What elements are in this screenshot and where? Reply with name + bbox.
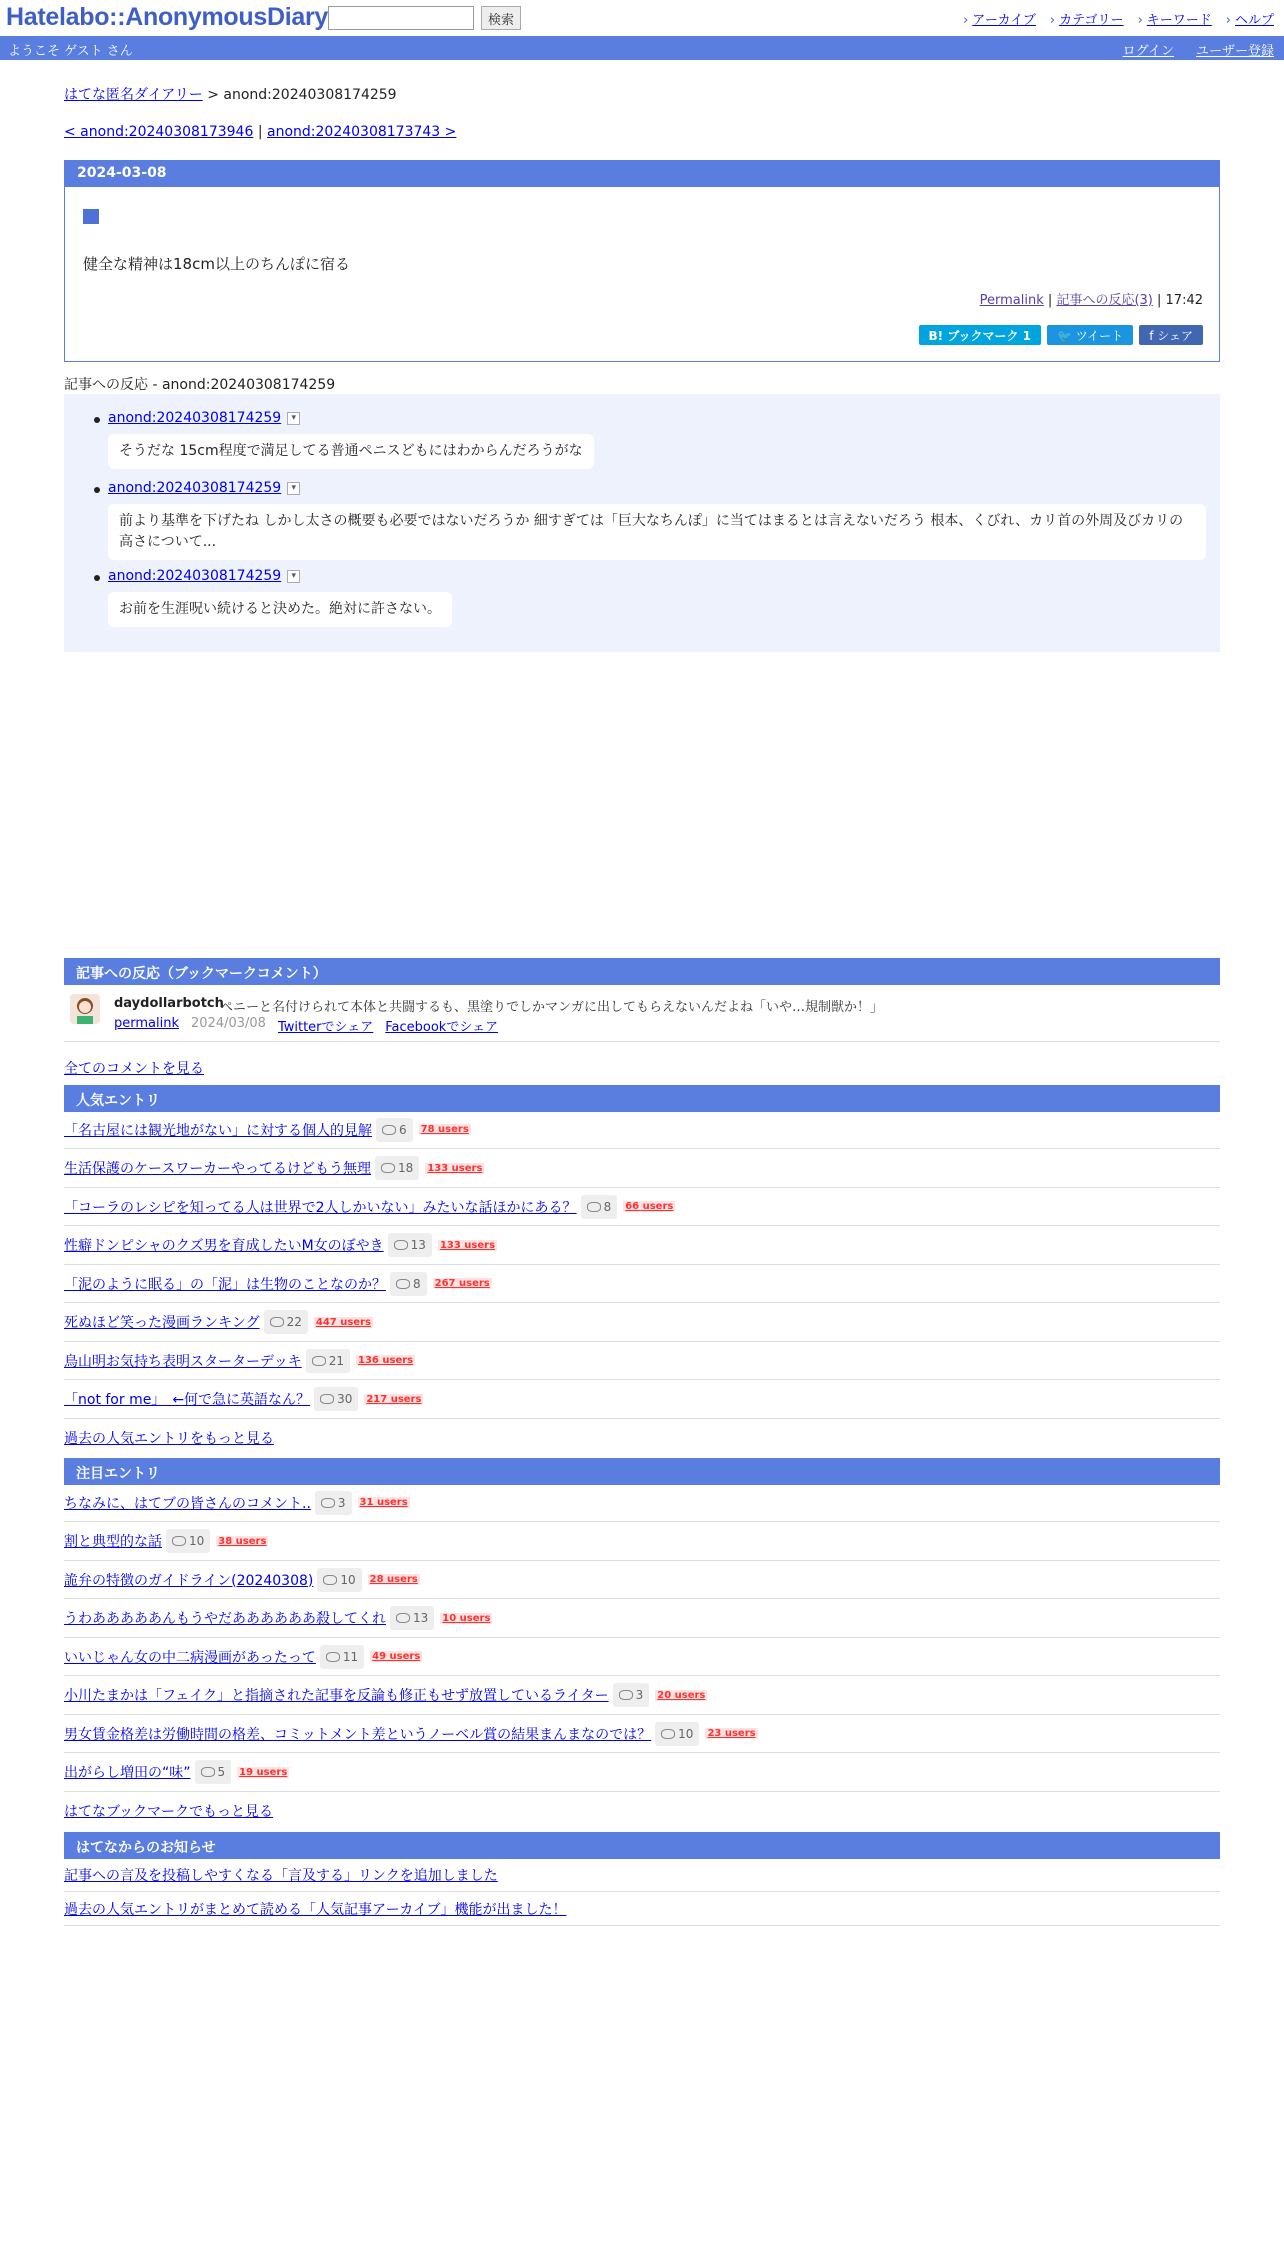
next-entry-link[interactable]: anond:20240308173743 > [267, 124, 457, 140]
article-meta [980, 289, 1203, 308]
bookmark-users-badge[interactable]: 66 users [625, 1201, 674, 1212]
entry-title-link[interactable]: 詭弁の特徴のガイドライン(20240308) [64, 1572, 314, 1589]
bookmark-comment-text: ペニーと名付けられて本体と共闘するも、黒塗りでしかマンガに出してもらえないんだよね「いや…規制獣か！」 [220, 1000, 884, 1015]
notable-more-link[interactable]: はてなブックマークでもっと見る [64, 1804, 274, 1820]
entry-row [64, 1381, 1220, 1419]
entry-row [64, 1638, 1220, 1676]
reaction-excerpt: 前より基準を下げたね しかし太さの概要も必要ではないだろうか 細すぎては「巨大なちんぽ」に当てはまるとは言えないだろう 根本、くびれ、カリ首の外周及びカリの高さについて... [108, 504, 1206, 560]
facebook-label: シェア [1157, 329, 1193, 343]
entry-title-link[interactable]: 割と典型的な話 [64, 1534, 162, 1550]
chevron-down-icon[interactable]: ▾ [287, 570, 300, 583]
comment-count-value: 13 [413, 1611, 429, 1625]
search-button[interactable]: 検索 [481, 6, 521, 30]
chevron-down-icon[interactable]: ▾ [287, 482, 300, 495]
notice-item [64, 1858, 1220, 1892]
meta-sep: | [1157, 293, 1162, 308]
comment-icon [619, 1690, 633, 1700]
facebook-icon: f [1149, 329, 1158, 343]
reaction-excerpt: お前を生涯呪い続けると決めた。絶対に許さない。 [108, 592, 452, 627]
bookmark-meta [114, 1016, 498, 1035]
entry-row [64, 1561, 1220, 1599]
entry-title-link[interactable]: ちなみに、はてブの皆さんのコメント.. [64, 1495, 311, 1512]
top-bar [0, 0, 1284, 36]
entry-title-link[interactable]: 出がらし増田の“味” [64, 1765, 191, 1781]
comment-count-value: 10 [189, 1534, 205, 1548]
reaction-item [108, 480, 300, 496]
entry-row [64, 1715, 1220, 1753]
entry-title-link[interactable]: 鳥山明お気持ち表明スターターデッキ [64, 1353, 302, 1370]
breadcrumb-sep: > [207, 87, 219, 103]
comment-icon [312, 1356, 326, 1366]
article-time: 17:42 [1165, 293, 1203, 308]
breadcrumb-home[interactable]: はてな匿名ダイアリー [64, 87, 203, 103]
comment-icon [587, 1202, 601, 1212]
prev-entry-link[interactable]: < anond:20240308173946 [64, 124, 254, 140]
comment-count[interactable] [166, 1529, 210, 1553]
entry-title-link[interactable]: 「not for me」 ←何で急に英語なん？ [64, 1392, 311, 1408]
comment-count-value: 30 [337, 1392, 353, 1406]
comment-count[interactable] [390, 1272, 427, 1296]
entry-title-link[interactable]: 「コーラのレシピを知ってる人は世界で2人しかいない」みたいな話ほかにある？ [64, 1199, 577, 1216]
entry-title-link[interactable]: 小川たまかは「フェイク」と指摘された記事を反論も修正もせず放置しているライター [64, 1688, 609, 1704]
comment-count-value: 8 [413, 1276, 421, 1291]
all-comments-link[interactable]: 全てのコメントを見る [64, 1061, 204, 1077]
article-date: 2024-03-08 [65, 161, 1219, 187]
search-input[interactable] [328, 6, 474, 30]
comment-count[interactable] [613, 1683, 650, 1707]
bullet [94, 575, 100, 581]
bookmark-users-badge[interactable]: 49 users [372, 1651, 421, 1662]
comment-count[interactable] [306, 1349, 350, 1373]
comment-icon [382, 1125, 396, 1135]
comment-count-value: 3 [635, 1688, 644, 1702]
comment-count[interactable] [317, 1568, 361, 1592]
entry-row [64, 1754, 1220, 1792]
entry-row [64, 1523, 1220, 1561]
bookmark-users-badge[interactable]: 31 users [359, 1497, 408, 1508]
comment-icon [270, 1317, 284, 1327]
entry-title-link[interactable]: いいじゃん女の中二病漫画があったって [64, 1649, 316, 1666]
comment-icon [326, 1652, 340, 1662]
entry-title-link[interactable]: 性癖ドンピシャのクズ男を育成したいM女のぼやき [64, 1238, 384, 1254]
bookmark-user[interactable]: daydollarbotch [114, 996, 224, 1011]
comment-count[interactable] [195, 1760, 232, 1784]
breadcrumb [64, 84, 397, 104]
entry-row [64, 1304, 1220, 1342]
comment-icon [320, 1394, 334, 1404]
reaction-item [108, 410, 300, 426]
entry-title-link[interactable]: 男女賃金格差は労働時間の格差、コミットメント差というノーベル賞の結果まんまなのでは？ [64, 1726, 652, 1743]
reaction-item [108, 568, 300, 584]
entry-title-link[interactable]: 死ぬほど笑った漫画ランキング [64, 1315, 260, 1331]
share-buttons [919, 325, 1203, 345]
comment-count[interactable] [314, 1387, 358, 1411]
article-body: 健全な精神は18cm以上のちんぽに宿る [83, 255, 350, 273]
chevron-down-icon[interactable]: ▾ [287, 412, 300, 425]
comment-count[interactable] [315, 1491, 352, 1515]
bookmark-users-badge[interactable]: 447 users [315, 1316, 371, 1328]
comment-count[interactable] [264, 1310, 308, 1334]
comment-icon [396, 1279, 410, 1289]
facebook-share-link[interactable]: Facebookでシェア [385, 1020, 499, 1035]
reactions-link[interactable]: 記事への反応(3) [1056, 293, 1153, 308]
popular-more-link[interactable]: 過去の人気エントリをもっと見る [64, 1431, 274, 1447]
entry-title-link[interactable]: 「名古屋には観光地がない」に対する個人的見解 [64, 1122, 372, 1139]
comment-count[interactable] [375, 1156, 419, 1180]
nav-archive[interactable]: › アーカイブ [963, 9, 1036, 28]
comment-count[interactable] [320, 1645, 364, 1669]
meta-sep: | [1047, 293, 1053, 308]
comment-icon [394, 1240, 408, 1250]
bookmark-users-badge[interactable]: 267 users [434, 1278, 490, 1289]
comment-icon [381, 1163, 395, 1173]
entry-pager [64, 124, 456, 140]
bookmark-users-badge[interactable]: 133 users [439, 1239, 496, 1251]
twitter-icon: 🐦 [1057, 329, 1076, 343]
entry-title-link[interactable]: 「泥のように眠る」の「泥」は生物のことなのか？ [64, 1276, 386, 1293]
comment-count-value: 21 [328, 1353, 345, 1368]
comment-count[interactable] [388, 1233, 432, 1257]
bookmark-users-badge[interactable]: 136 users [358, 1355, 414, 1366]
entry-row [64, 1677, 1220, 1715]
avatar[interactable] [70, 994, 100, 1024]
popular-heading: 人気エントリ [64, 1085, 1220, 1112]
bookmark-users-badge[interactable]: 78 users [420, 1124, 469, 1135]
reaction-link[interactable]: anond:20240308174259 [108, 410, 282, 426]
entry-row [64, 1150, 1220, 1188]
site-logo[interactable]: Hatelabo::AnonymousDiary [6, 3, 329, 31]
comment-icon [323, 1575, 337, 1585]
permalink-link[interactable]: Permalink [979, 293, 1044, 308]
bookmark-users-badge[interactable]: 19 users [239, 1766, 288, 1778]
notable-heading: 注目エントリ [64, 1458, 1220, 1485]
entry-title-link[interactable]: 生活保護のケースワーカーやってるけどもう無理 [64, 1161, 372, 1177]
reactions-title: 記事への反応 - anond:20240308174259 [64, 374, 1220, 397]
bullet [94, 417, 100, 423]
comment-count-value: 5 [217, 1765, 226, 1779]
entry-row [64, 1111, 1220, 1149]
user-bar [0, 36, 1284, 60]
nav-keyword[interactable]: › キーワード [1138, 9, 1212, 28]
reaction-link[interactable]: anond:20240308174259 [108, 480, 282, 496]
bookmark-users-badge[interactable]: 38 users [218, 1535, 267, 1547]
tweet-button[interactable] [1047, 325, 1133, 345]
bookmark-date: 2024/03/08 [191, 1016, 266, 1031]
login-link[interactable]: ログイン [1122, 44, 1174, 59]
article-box [64, 160, 1220, 362]
comment-count-value: 13 [410, 1238, 426, 1252]
notice-link[interactable]: 記事への言及を投稿しやすくなる「言及する」リンクを追加しました [64, 1867, 498, 1884]
reaction-link[interactable]: anond:20240308174259 [108, 568, 282, 584]
bookmark-users-badge[interactable]: 20 users [657, 1689, 706, 1701]
entry-row [64, 1227, 1220, 1265]
section-title-link[interactable] [83, 209, 99, 224]
comment-count[interactable] [376, 1118, 413, 1142]
hatebu-button[interactable]: B! ブックマーク 1 [919, 325, 1042, 345]
comment-count-value: 3 [337, 1495, 346, 1510]
tweet-label: ツイート [1075, 329, 1124, 343]
bookmark-users-badge[interactable]: 10 users [442, 1612, 491, 1624]
register-link[interactable]: ユーザー登録 [1195, 44, 1274, 59]
entry-row [64, 1188, 1220, 1226]
comment-count[interactable] [581, 1195, 618, 1219]
comment-count-value: 10 [340, 1572, 356, 1587]
comment-icon [172, 1536, 186, 1546]
bookmark-permalink[interactable]: permalink [114, 1016, 179, 1031]
nav-category[interactable]: › カテゴリー [1050, 9, 1124, 28]
notice-link[interactable]: 過去の人気エントリがまとめて読める「人気記事アーカイブ」機能が出ました！ [64, 1901, 567, 1918]
entry-row [64, 1484, 1220, 1522]
comment-icon [396, 1613, 410, 1623]
comment-count-value: 22 [286, 1315, 302, 1329]
bookmark-users-badge[interactable]: 133 users [427, 1162, 483, 1174]
bookmark-users-badge[interactable]: 28 users [369, 1574, 418, 1585]
reactions-list [64, 394, 1220, 652]
entry-row [64, 1342, 1220, 1380]
comment-count-value: 10 [678, 1726, 694, 1741]
nav-help[interactable]: › ヘルプ [1226, 9, 1274, 28]
entry-row [64, 1600, 1220, 1638]
comment-icon [321, 1498, 335, 1508]
reaction-excerpt: そうだな 15cm程度で満足してる普通ペニスどもにはわからんだろうがな [108, 434, 594, 469]
twitter-share-link[interactable]: Twitterでシェア [277, 1020, 374, 1035]
top-nav [963, 9, 1274, 28]
comment-count[interactable] [655, 1722, 699, 1746]
breadcrumb-current: anond:20240308174259 [223, 87, 397, 103]
bookmark-comment-row [64, 986, 1220, 1042]
bookmark-comments-heading: 記事への反応（ブックマークコメント） [64, 958, 1220, 985]
bookmark-users-badge[interactable]: 23 users [707, 1728, 756, 1739]
notices-heading: はてなからのお知らせ [64, 1832, 1220, 1859]
comment-icon [201, 1767, 215, 1777]
comment-icon [661, 1729, 675, 1739]
pager-sep: | [257, 124, 263, 140]
facebook-share-button[interactable] [1139, 325, 1203, 345]
comment-count[interactable] [390, 1606, 434, 1630]
welcome-text: ようこそ ゲスト さん [8, 44, 133, 59]
notice-item [64, 1892, 1220, 1926]
comment-count-value: 11 [342, 1649, 359, 1664]
comment-count-value: 8 [603, 1199, 612, 1214]
comment-count-value: 18 [398, 1161, 414, 1175]
bullet [94, 487, 100, 493]
entry-title-link[interactable]: うわあああああんもうやだああああああ殺してくれ [64, 1611, 386, 1627]
bookmark-users-badge[interactable]: 217 users [366, 1393, 422, 1405]
comment-count-value: 6 [399, 1122, 407, 1137]
entry-row [64, 1265, 1220, 1303]
